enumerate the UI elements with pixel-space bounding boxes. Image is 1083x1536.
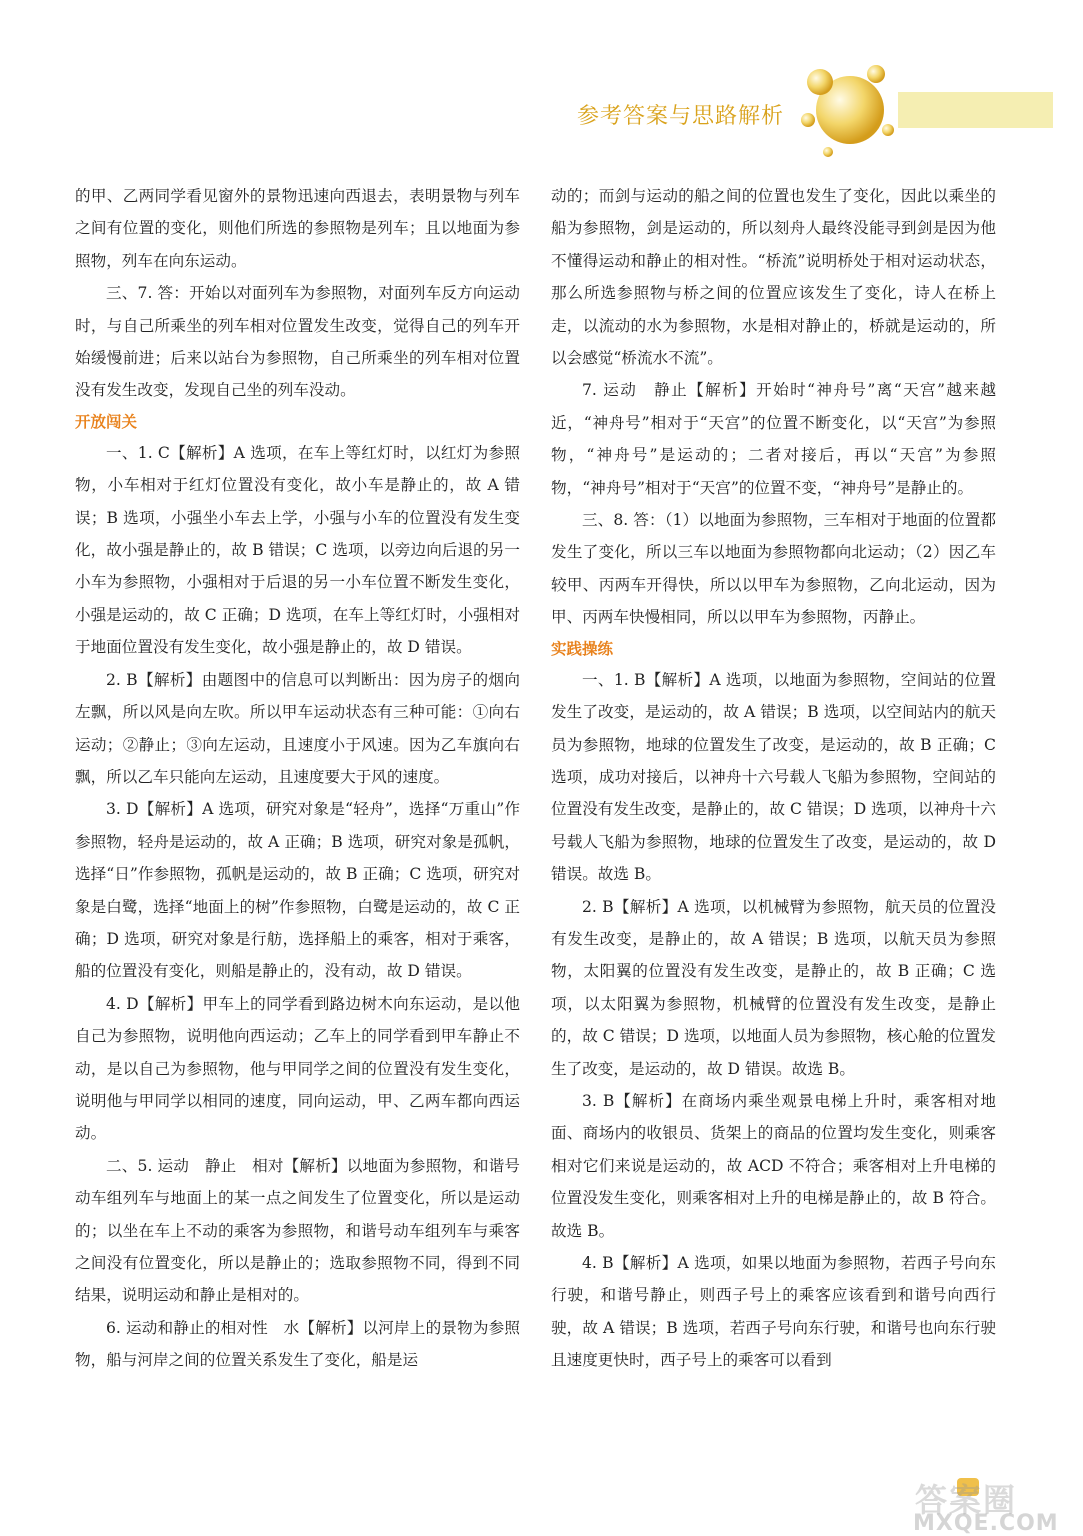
answer-paragraph: 动的；而剑与运动的船之间的位置也发生了变化，因此以乘坐的船为参照物，剑是运动的，所以刻舟人最终没能寻到剑是因为他不懂得运动和静止的相对性。“桥流”说明桥处于相对运动状态，那么所选参照物与桥之间的位置应该发生了变化，诗人在桥上走，以流动的水为参照物，水是相对静止的，桥就是运动的，所以会感觉“桥流水不流”。 xyxy=(551,187,996,368)
answer-paragraph: 一、1. C【解析】A 选项，在车上等红灯时，以红灯为参照物，小车相对于红灯位置没有变化，故小车是静止的，故 A 错误；B 选项，小强坐小车去上学，小强与小车的位置没有发生变化，故小强是静止的，故 B 错误；C 选项，以旁边向后退的另一小车为参照物，小强相对于后退的另一小车位置不断发生变化，小强是运动的，故 C 正确；D 选项，在车上等红灯时，小强相对于地面位置没有发生变化，故小强是静止的，故 D 错误。 xyxy=(75,443,520,657)
answer-paragraph: 4. D【解析】甲车上的同学看到路边树木向东运动，是以他自己为参照物，说明他向西运动；乙车上的同学看到甲车静止不动，是以自己为参照物，他与甲同学之间的位置没有发生变化，说明他与甲同学以相同的速度，同向运动，甲、乙两车都向西运动。 xyxy=(75,994,520,1143)
right-column xyxy=(551,180,996,1377)
answer-paragraph: 3. D【解析】A 选项，研究对象是“轻舟”，选择“万重山”作参照物，轻舟是运动的，故 A 正确；B 选项，研究对象是孤帆，选择“日”作参照物，孤帆是运动的，故 B 正确；C 选项，研究对象是白鹭，选择“地面上的树”作参照物，白鹭是运动的，故 C 正确；D 选项，研究对象是行舫，选择船上的乘客，相对于乘客，船的位置没有变化，则船是静止的，没有动，故 D 错误。 xyxy=(75,800,520,981)
answer-paragraph: 三、8. 答：（1）以地面为参照物，三车相对于地面的位置都发生了变化，所以三车以地面为参照物都向北运动；（2）因乙车较甲、丙两车开得快，所以以甲车为参照物，乙向北运动，因为甲、丙两车快慢相同，所以以甲车为参照物，丙静止。 xyxy=(551,511,996,627)
answer-paragraph: 一、1. B【解析】A 选项，以地面为参照物，空间站的位置发生了改变，是运动的，故 A 错误；B 选项，以空间站内的航天员为参照物，地球的位置发生了改变，是运动的，故 B 正确；C 选项，成功对接后，以神舟十六号载人飞船为参照物，空间站的位置没有发生改变，是静止的，故 C 错误；D 选项，以神舟十六号载人飞船为参照物，地球的位置发生了改变，是运动的，故 D 错误。故选 B。 xyxy=(551,670,996,884)
answer-paragraph: 三、7. 答：开始以对面列车为参照物，对面列车反方向运动时，与自己所乘坐的列车相对位置发生改变，觉得自己的列车开始缓慢前进；后来以站台为参照物，自己所乘坐的列车相对位置没有发生改变，发现自己坐的列车没动。 xyxy=(75,284,520,400)
golden-bubbles-icon xyxy=(790,60,900,165)
watermark-line1: 答案圈 xyxy=(915,1481,1018,1519)
answer-paragraph: 的甲、乙两同学看见窗外的景物迅速向西退去，表明景物与列车之间有位置的变化，则他们所选的参照物是列车；且以地面为参照物，列车在向东运动。 xyxy=(75,187,520,270)
watermark xyxy=(895,1475,1080,1535)
section-heading: 实践操练 xyxy=(551,639,614,658)
answer-paragraph: 2. B【解析】由题图中的信息可以判断出：因为房子的烟向左飘，所以风是向左吹。所以甲车运动状态有三种可能：①向右运动；②静止；③向左运动，且速度小于风速。因为乙车旗向右飘，所以乙车只能向左运动，且速度要大于风的速度。 xyxy=(75,670,520,786)
answer-paragraph: 6. 运动和静止的相对性 水【解析】以河岸上的景物为参照物，船与河岸之间的位置关系发生了变化，船是运 xyxy=(75,1318,520,1370)
answer-paragraph: 3. B【解析】在商场内乘坐观景电梯上升时，乘客相对地面、商场内的收银员、货架上的商品的位置均发生变化，则乘客相对它们来说是运动的，故 ACD 不符合；乘客相对上升电梯的位置没发生变化，则乘客相对上升的电梯是静止的，故 B 符合。故选 B。 xyxy=(551,1091,996,1240)
left-column xyxy=(75,180,520,1377)
watermark-line2: MXQE.COM xyxy=(913,1511,1059,1536)
answer-paragraph: 2. B【解析】A 选项，以机械臂为参照物，航天员的位置没有发生改变，是静止的，故 A 错误；B 选项，以航天员为参照物，太阳翼的位置没有发生改变，是静止的，故 B 正确；C 选项，以太阳翼为参照物，机械臂的位置没有发生改变，是静止的，故 C 错误；D 选项，以地面人员为参照物，核心舱的位置发生了改变，是运动的，故 D 错误。故选 B。 xyxy=(551,897,996,1078)
answer-paragraph: 二、5. 运动 静止 相对【解析】以地面为参照物，和谐号动车组列车与地面上的某一点之间发生了位置变化，所以是运动的；以坐在车上不动的乘客为参照物，和谐号动车组列车与乘客之间没有位置变化，所以是静止的；选取参照物不同，得到不同结果，说明运动和静止是相对的。 xyxy=(75,1156,520,1305)
answer-paragraph: 4. B【解析】A 选项，如果以地面为参照物，若西子号向东行驶，和谐号静止，则西子号上的乘客应该看到和谐号向西行驶，故 A 错误；B 选项，若西子号向东行驶，和谐号也向东行驶且速度更快时，西子号上的乘客可以看到 xyxy=(551,1254,996,1370)
section-heading: 开放闯关 xyxy=(75,412,138,431)
answer-paragraph: 7. 运动 静止【解析】开始时“神舟号”离“天宫”越来越近，“神舟号”相对于“天宫”的位置不断变化，以“天宫”为参照物，“神舟号”是运动的；二者对接后，再以“天宫”为参照物，“神舟号”相对于“天宫”的位置不变，“神舟号”是静止的。 xyxy=(551,381,996,497)
page-header xyxy=(0,0,1083,160)
header-title: 参考答案与思路解析 xyxy=(577,104,785,129)
header-bar xyxy=(898,92,1053,128)
